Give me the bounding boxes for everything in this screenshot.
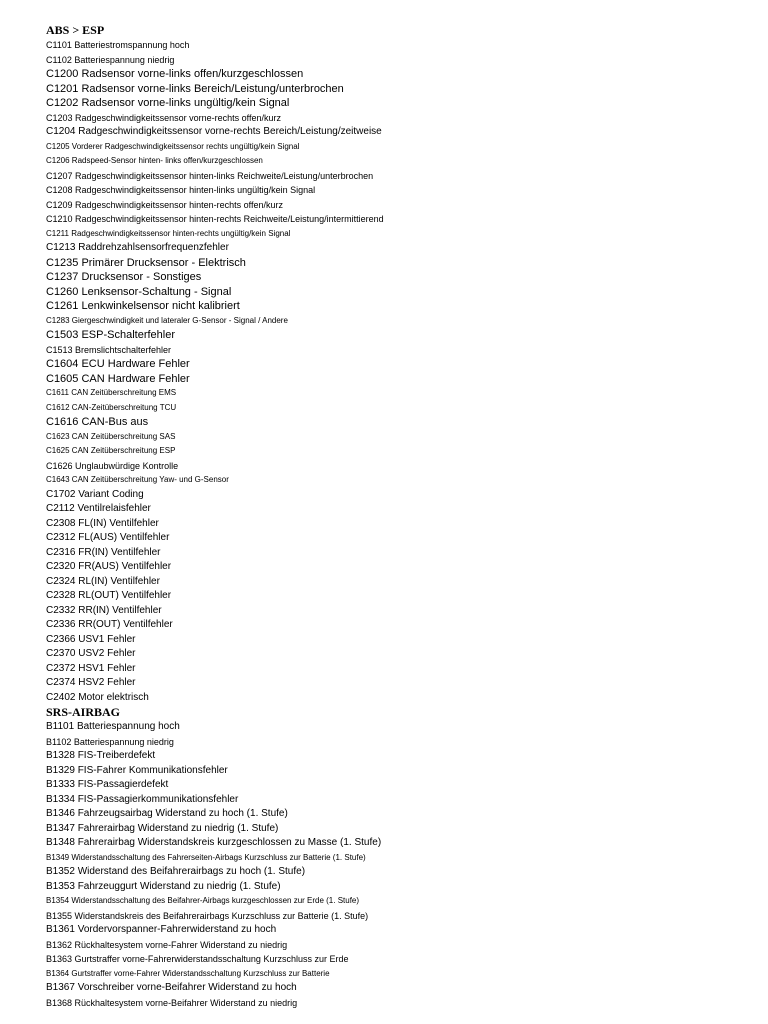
fault-code-line: C1261 Lenkwinkelsensor nicht kalibriert — [46, 300, 240, 312]
fault-code-line: B1368 Rückhaltesystem vorne-Beifahrer Widerstand zu niedrig — [46, 997, 298, 1008]
fault-code-line: C1102 Batteriespannung niedrig — [46, 54, 175, 65]
fault-code-line: B1363 Gurtstraffer vorne-Fahrerwiderstandsschaltung Kurzschluss zur Erde — [46, 954, 349, 964]
fault-code-line: B1355 Widerstandskreis des Beifahrerairbags Kurzschluss zur Batterie (1. Stufe) — [46, 910, 369, 921]
fault-code-line: C1209 Radgeschwindigkeitssensor hinten-rechts offen/kurz — [46, 199, 283, 210]
section-heading: ABS > ESP — [46, 23, 105, 37]
fault-code-line: C2324 RL(IN) Ventilfehler — [46, 575, 160, 587]
section-heading: SRS-AIRBAG — [46, 705, 121, 719]
fault-code-line: B1362 Rückhaltesystem vorne-Fahrer Widerstand zu niedrig — [46, 939, 288, 950]
fault-code-line: C2332 RR(IN) Ventilfehler — [46, 604, 162, 616]
fault-code-line: C1625 CAN Zeitüberschreitung ESP — [46, 446, 176, 455]
fault-code-line: C1611 CAN Zeitüberschreitung EMS — [46, 388, 177, 397]
fault-code-line: C1205 Vorderer Radgeschwindigkeitssensor rechts ungültig/kein Signal — [46, 141, 300, 151]
fault-code-line: C1604 ECU Hardware Fehler — [46, 358, 190, 370]
fault-code-line: B1102 Batteriespannung niedrig — [46, 736, 174, 747]
fault-code-line: C1626 Unglaubwürdige Kontrolle — [46, 460, 179, 471]
fault-code-line: B1328 FIS-Treiberdefekt — [46, 750, 156, 761]
fault-code-line: C2328 RL(OUT) Ventilfehler — [46, 590, 172, 601]
fault-code-line: C2336 RR(OUT) Ventilfehler — [46, 619, 173, 630]
fault-code-line: C1200 Radsensor vorne-links offen/kurzgeschlossen — [46, 68, 304, 80]
fault-code-line: C2316 FR(IN) Ventilfehler — [46, 546, 161, 558]
fault-code-line: C2312 FL(AUS) Ventilfehler — [46, 532, 170, 543]
fault-code-line: B1347 Fahrerairbag Widerstand zu niedrig (1. Stufe) — [46, 822, 279, 834]
fault-code-line: B1101 Batteriespannung hoch — [46, 721, 180, 732]
fault-code-line: B1348 Fahrerairbag Widerstandskreis kurzgeschlossen zu Masse (1. Stufe) — [46, 837, 382, 848]
fault-code-line: B1353 Fahrzeuggurt Widerstand zu niedrig (1. Stufe) — [46, 880, 281, 892]
fault-code-line: C1503 ESP-Schalterfehler — [46, 329, 176, 341]
fault-code-line: C1213 Raddrehzahlsensorfrequenzfehler — [46, 242, 229, 253]
fault-code-line: C1204 Radgeschwindigkeitssensor vorne-rechts Bereich/Leistung/zeitweise — [46, 126, 382, 137]
fault-code-line: C1210 Radgeschwindigkeitssensor hinten-rechts Reichweite/Leistung/intermittierend — [46, 214, 384, 224]
fault-code-line: C2402 Motor elektrisch — [46, 691, 149, 703]
fault-code-line: B1329 FIS-Fahrer Kommunikationsfehler — [46, 764, 228, 776]
fault-code-line: C2372 HSV1 Fehler — [46, 662, 136, 674]
fault-code-line: C1203 Radgeschwindigkeitssensor vorne-rechts offen/kurz — [46, 112, 281, 123]
fault-code-line: C1206 Radspeed-Sensor hinten- links offen/kurzgeschlossen — [46, 156, 263, 165]
fault-code-line: C1211 Radgeschwindigkeitssensor hinten-rechts ungültig/kein Signal — [46, 228, 291, 238]
fault-code-line: C2370 USV2 Fehler — [46, 648, 136, 659]
fault-code-line: B1352 Widerstand des Beifahrerairbags zu hoch (1. Stufe) — [46, 866, 306, 877]
fault-code-line: B1354 Widerstandsschaltung des Beifahrer-Airbags kurzgeschlossen zur Erde (1. Stufe) — [46, 896, 360, 905]
fault-code-line: C2374 HSV2 Fehler — [46, 677, 136, 688]
fault-code-line: B1349 Widerstandsschaltung des Fahrerseiten-Airbags Kurzschluss zur Batterie (1. Stufe) — [46, 852, 366, 862]
fault-code-document — [46, 23, 746, 1010]
fault-code-line: C2366 USV1 Fehler — [46, 633, 136, 645]
fault-code-line: C1643 CAN Zeitüberschreitung Yaw- und G-Sensor — [46, 475, 229, 484]
fault-code-line: B1333 FIS-Passagierdefekt — [46, 779, 169, 790]
fault-code-line: C1513 Bremslichtschalterfehler — [46, 344, 172, 355]
fault-code-line: C1623 CAN Zeitüberschreitung SAS — [46, 431, 176, 441]
fault-code-line: C1237 Drucksensor - Sonstiges — [46, 271, 202, 283]
fault-code-line: C1201 Radsensor vorne-links Bereich/Leistung/unterbrochen — [46, 82, 344, 95]
fault-code-line: C1616 CAN-Bus aus — [46, 416, 149, 428]
fault-code-line: C1605 CAN Hardware Fehler — [46, 372, 190, 385]
fault-code-line: B1334 FIS-Passagierkommunikationsfehler — [46, 793, 239, 805]
fault-code-line: B1361 Vordervorspanner-Fahrerwiderstand zu hoch — [46, 924, 277, 935]
fault-code-line: B1346 Fahrzeugsairbag Widerstand zu hoch (1. Stufe) — [46, 808, 288, 819]
fault-code-line: C2320 FR(AUS) Ventilfehler — [46, 561, 172, 572]
fault-code-line: C1202 Radsensor vorne-links ungültig/kein Signal — [46, 97, 290, 109]
fault-code-line: C1208 Radgeschwindigkeitssensor hinten-links ungültig/kein Signal — [46, 185, 316, 195]
fault-code-line: C1101 Batteriestromspannung hoch — [46, 40, 190, 50]
fault-code-line: C1283 Giergeschwindigkeit und lateraler G-Sensor - Signal / Andere — [46, 315, 288, 325]
fault-code-line: C1612 CAN-Zeitüberschreitung TCU — [46, 402, 177, 412]
fault-code-line: C2112 Ventilrelaisfehler — [46, 503, 151, 514]
fault-code-line: C1702 Variant Coding — [46, 488, 144, 500]
fault-code-line: C2308 FL(IN) Ventilfehler — [46, 517, 159, 529]
fault-code-line: B1367 Vorschreiber vorne-Beifahrer Widerstand zu hoch — [46, 982, 297, 993]
fault-code-line: C1260 Lenksensor-Schaltung - Signal — [46, 285, 232, 298]
fault-code-line: B1364 Gurtstraffer vorne-Fahrer Widerstandsschaltung Kurzschluss zur Batterie — [46, 968, 330, 978]
fault-code-line: C1207 Radgeschwindigkeitssensor hinten-links Reichweite/Leistung/unterbrochen — [46, 170, 374, 181]
fault-code-line: C1235 Primärer Drucksensor - Elektrisch — [46, 256, 246, 269]
